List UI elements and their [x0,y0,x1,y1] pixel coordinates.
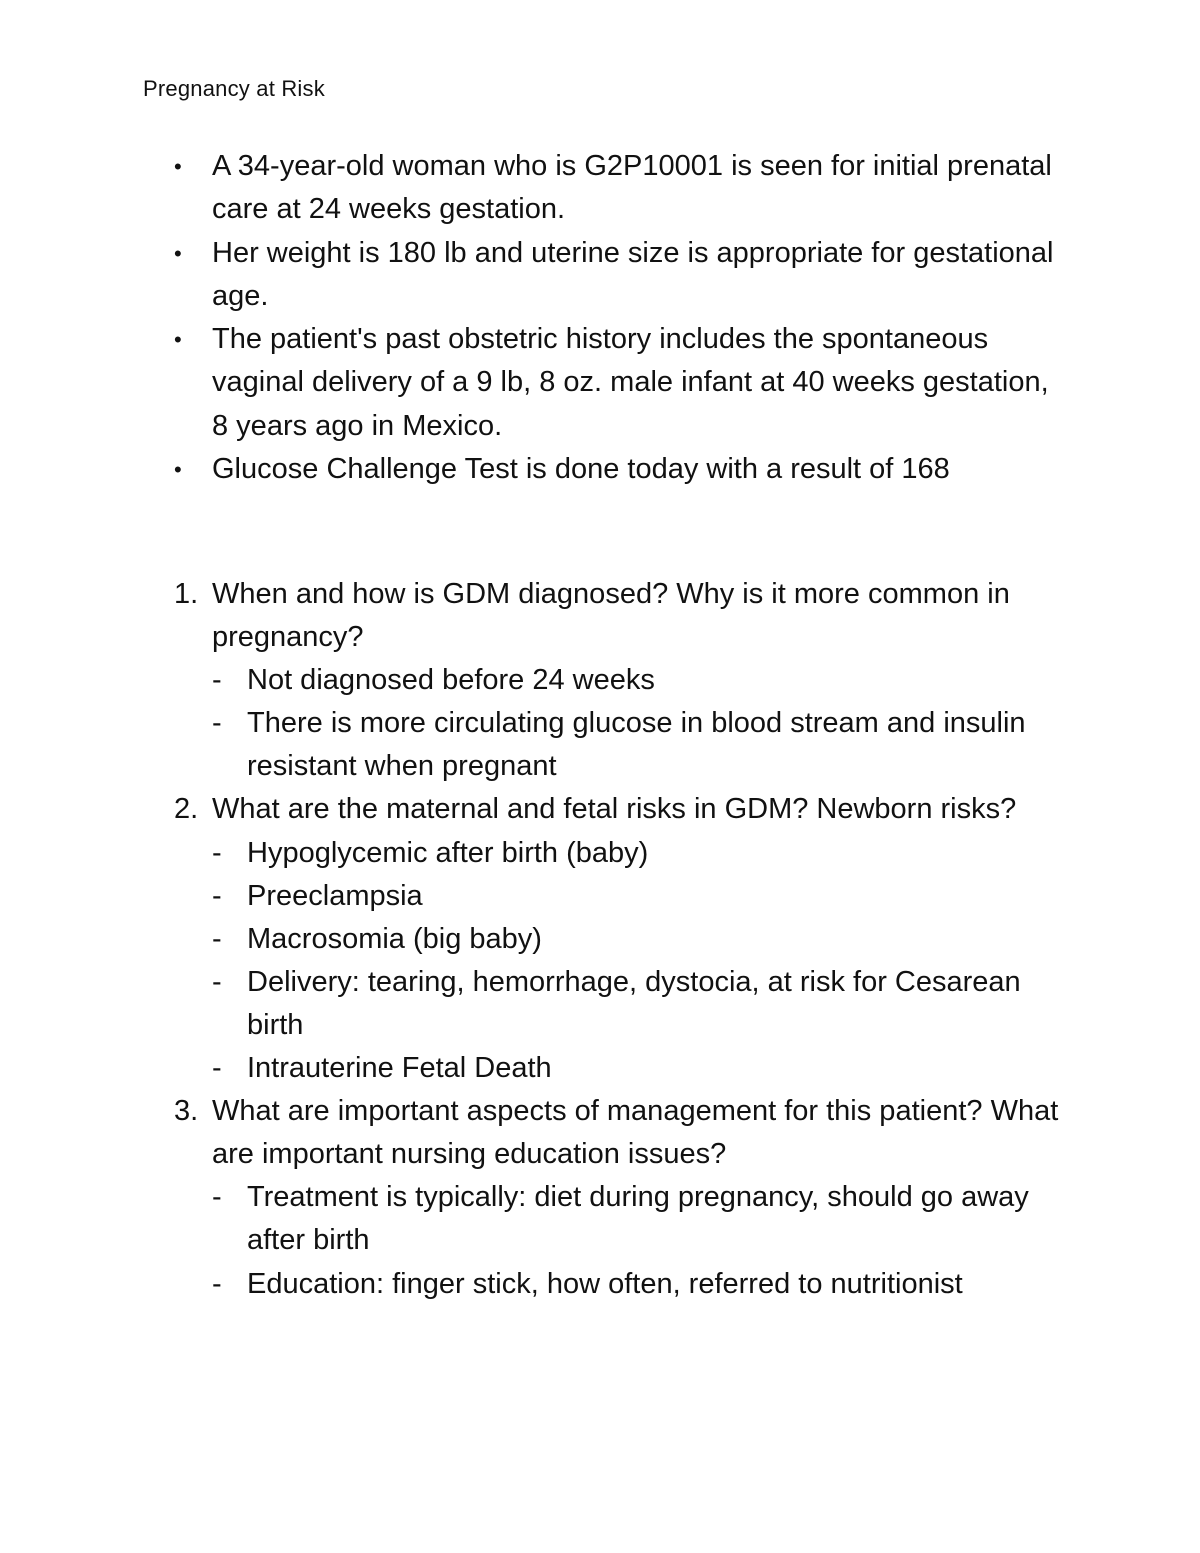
answer-text: There is more circulating glucose in blood stream and insulin resistant when pregnant [247,707,1026,783]
case-bullet-item [0,448,1200,491]
answer-item [212,875,1060,918]
answer-list [212,1176,1060,1305]
answer-list [212,659,1060,788]
dash-icon: - [212,664,222,697]
answer-item [212,1176,1060,1262]
case-bullet-item [0,232,1200,319]
question-text: What are important aspects of management for this patient? What are important nursing education issues? [212,1095,1059,1171]
answer-item [212,702,1060,788]
question-list [0,573,1200,1306]
answer-text: Treatment is typically: diet during pregnancy, should go away after birth [247,1181,1029,1257]
answer-text: Intrauterine Fetal Death [247,1052,552,1085]
question-text: What are the maternal and fetal risks in GDM? Newborn risks? [212,793,1017,826]
case-bullet-item [0,318,1200,448]
answer-text: Education: finger stick, how often, referred to nutritionist [247,1267,963,1300]
question-number: 2. [174,793,199,826]
answer-item [212,918,1060,961]
case-bullet-item [0,145,1200,232]
dash-icon: - [212,1267,222,1300]
answer-item [212,832,1060,875]
bullet-icon: • [174,457,182,483]
case-bullet-list [0,145,1200,491]
dash-icon: - [212,1052,222,1085]
dash-icon: - [212,1181,222,1214]
answer-text: Not diagnosed before 24 weeks [247,664,655,697]
question-number: 3. [174,1095,199,1128]
answer-text: Macrosomia (big baby) [247,922,542,955]
page-header-title: Pregnancy at Risk [143,76,325,101]
case-bullet-text: The patient's past obstetric history includes the spontaneous vaginal delivery of a 9 lb, 8 oz. male infant at 40 weeks gestation, 8 years ago in Mexico. [212,323,1049,442]
answer-item [212,659,1060,702]
question-number: 1. [174,578,199,610]
question-text: When and how is GDM diagnosed? Why is it more common in pregnancy? [212,578,1010,654]
question-item-2 [0,788,1200,1090]
answer-text: Preeclampsia [247,879,423,912]
case-bullet-text: Her weight is 180 lb and uterine size is appropriate for gestational age. [212,236,1054,312]
answer-list [212,832,1060,1091]
dash-icon: - [212,836,222,869]
answer-text: Hypoglycemic after birth (baby) [247,836,649,869]
dash-icon: - [212,707,222,740]
answer-item [212,1047,1060,1090]
bullet-icon: • [174,240,182,266]
answer-text: Delivery: tearing, hemorrhage, dystocia, at risk for Cesarean birth [247,965,1021,1041]
bullet-icon: • [174,154,182,179]
dash-icon: - [212,922,222,955]
answer-item [212,961,1060,1047]
case-bullet-text: A 34-year-old woman who is G2P10001 is seen for initial prenatal care at 24 weeks gestation. [212,150,1052,226]
answer-item [212,1263,1060,1306]
dash-icon: - [212,879,222,912]
bullet-icon: • [174,327,182,353]
question-item-3 [0,1090,1200,1305]
question-item-1 [0,573,1200,788]
case-bullet-text: Glucose Challenge Test is done today with a result of 168 [212,453,950,486]
dash-icon: - [212,965,222,998]
